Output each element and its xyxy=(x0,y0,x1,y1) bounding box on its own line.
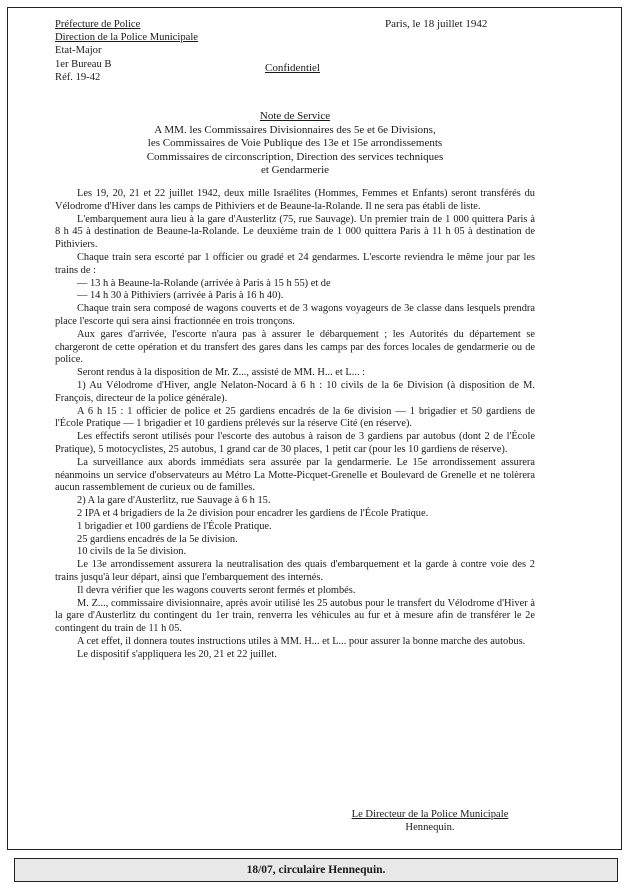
paragraph: 25 gardiens encadrés de la 5e division. xyxy=(77,533,238,545)
paragraph: Seront rendus à la disposition de Mr. Z..., assisté de MM. H... et L... : xyxy=(77,367,366,379)
issuing-office xyxy=(55,18,285,84)
signature-block xyxy=(315,808,545,834)
office-line: Préfecture de Police xyxy=(55,19,141,30)
reference: Réf. 19-42 xyxy=(55,71,101,83)
paragraph: 1 brigadier et 100 gardiens de l'École Pratique. xyxy=(77,520,272,532)
paragraph: — 13 h à Beaune-la-Rolande (arrivée à Paris à 15 h 55) et de xyxy=(77,277,331,289)
addressees-block xyxy=(55,110,535,178)
paragraph: La surveillance aux abords immédiats sera assurée par la gendarmerie. Le 15e arrondissement assurera néanmoins un service d'observateurs au Métro La Motte-Picquet-Grenelle et Boulevard de Grenelle et ne tolèrera aucun rassemblement de curieux ou de familles. xyxy=(55,456,535,494)
paragraph: Il devra vérifier que les wagons couverts seront fermés et plombés. xyxy=(77,584,356,596)
paragraph: Les 19, 20, 21 et 22 juillet 1942, deux mille Israélites (Hommes, Femmes et Enfants) seront transférés du Vélodrome d'Hiver dans les camps de Pithiviers et de Beaune-la-Rolande. Il ne sera pas établi de liste. xyxy=(55,188,535,212)
paragraph: Les effectifs seront utilisés pour l'escorte des autobus à raison de 3 gardiens par autobus (dont 2 de l'École Pratique), 5 motocyclistes, 25 autobus, 1 grand car de 30 places, 1 petit car (pour les 10 gardiens de réserve). xyxy=(55,431,535,455)
addressee-line: et Gendarmerie xyxy=(260,164,330,177)
paragraph: Le dispositif s'appliquera les 20, 21 et 22 juillet. xyxy=(77,648,277,660)
office-line: Etat-Major xyxy=(55,45,102,57)
paragraph: M. Z..., commissaire divisionnaire, après avoir utilisé les 25 autobus pour le transfert du Vélodrome d'Hiver à la gare d'Austerlitz du contingent du 1er train, renverra les véhicules au fur et à mesure afin de transférer le 2e contingent du train de 11 h 05. xyxy=(55,597,535,635)
paragraph: A 6 h 15 : 1 officier de police et 25 gardiens encadrés de la 6e division — 1 brigadier et 50 gardiens de l'École Pratique — 1 brigadier et 10 gardiens prélevés sur la réserve Cité (en réserve). xyxy=(55,405,535,430)
office-line: Direction de la Police Municipale xyxy=(55,32,198,44)
paragraph: — 14 h 30 à Pithiviers (arrivée à Paris à 16 h 40). xyxy=(77,290,284,302)
paragraph: Chaque train sera composé de wagons couverts et de 3 wagons voyageurs de 3e classe dans lesquels prendra place l'escorte qui sera ainsi fractionnée en trois tronçons. xyxy=(55,303,535,327)
paragraph: 2 IPA et 4 brigadiers de la 2e division pour encadrer les gardiens de l'École Pratique. xyxy=(77,507,429,519)
paragraph: 10 civils de la 5e division. xyxy=(77,546,187,558)
signatory-title: Le Directeur de la Police Municipale xyxy=(351,809,509,820)
note-title: Note de Service xyxy=(259,110,331,122)
paragraph: 1) Au Vélodrome d'Hiver, angle Nelaton-Nocard à 6 h : 10 civils de la 6e Division (à disposition de M. François, directeur de la police générale). xyxy=(55,379,535,404)
addressee-line: les Commissaires de Voie Publique des 13e et 15e arrondissements xyxy=(147,137,443,150)
note-body xyxy=(55,188,535,661)
office-line: 1er Bureau B xyxy=(55,58,112,70)
paragraph: A cet effet, il donnera toutes instructions utiles à MM. H... et L... pour assurer la bonne marche des autobus. xyxy=(77,635,526,647)
addressee-line: Commissaires de circonscription, Direction des services techniques xyxy=(146,150,444,163)
caption-bar: 18/07, circulaire Hennequin. xyxy=(14,858,618,882)
signatory-name: Hennequin. xyxy=(405,822,455,833)
addressee-line: A MM. les Commissaires Divisionnaires des 5e et 6e Divisions, xyxy=(154,123,436,136)
confidential-mark: Confidentiel xyxy=(265,62,320,74)
paragraph: Chaque train sera escorté par 1 officier ou gradé et 24 gendarmes. L'escorte reviendra le même jour par les trains de : xyxy=(55,251,535,276)
paragraph: Le 13e arrondissement assurera la neutralisation des quais d'embarquement et la garde à contre voie des 2 trains jusqu'à leur départ, ainsi que l'embarquement des internés. xyxy=(55,559,535,583)
paragraph: 2) A la gare d'Austerlitz, rue Sauvage à 6 h 15. xyxy=(77,495,271,507)
paragraph: L'embarquement aura lieu à la gare d'Austerlitz (75, rue Sauvage). Un premier train de 1 000 quittera Paris à 8 h 45 à destination de Beaune-la-Rolande. Le deuxième train de 1 000 quittera Paris à 11 h 05 à destination de Pithiviers. xyxy=(55,213,535,251)
date-line: Paris, le 18 juillet 1942 xyxy=(385,18,488,30)
paragraph: Aux gares d'arrivée, l'escorte n'aura pas à assurer le débarquement ; les Autorités du département se chargeront de cette opération et du transfert des gares dans les camps par des forces locales de gendarmerie ou de police. xyxy=(55,328,535,366)
